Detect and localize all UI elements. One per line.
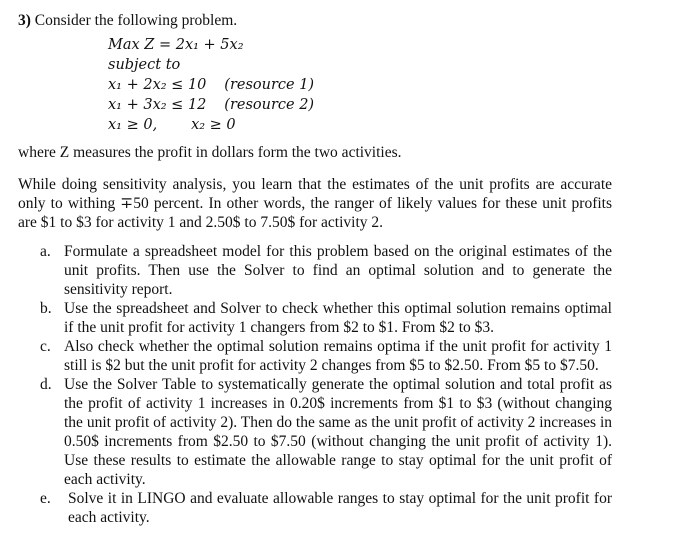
list-item bbox=[40, 242, 612, 299]
list-item-label: e. bbox=[40, 490, 51, 507]
list-item-text: Use the spreadsheet and Solver to check whether this optimal solution remains optimal if the unit profit for activity 1 changers from $2 to $1. From $2 to $3. bbox=[64, 300, 612, 336]
list-item-label: d. bbox=[40, 376, 52, 393]
list-item-text: Use the Solver Table to systematically generate the optimal solution and total profit as the profit of activity 1 increases in 0.20$ increments from $1 to $3 (without changing the unit profit of activity 2). Then do the same as the unit profit of activity 2 increases in 0.50$ increments from $2.50 to $7.50 (without changing the unit profit of activity 1). Use these results to estimate the allowable range to stay optimal for the unit profit of each activity. bbox=[64, 376, 612, 488]
list-item bbox=[40, 489, 612, 527]
constraint-2: x₁ + 3x₂ ≤ 12 bbox=[108, 97, 207, 113]
task-list bbox=[40, 242, 612, 527]
list-item-text: Also check whether the optimal solution remains optima if the unit profit for activity 1 still is $2 but the unit profit for activity 2 changes from $5 to $2.50. From $5 to $7.50. bbox=[64, 338, 612, 374]
list-item-text: Solve it in LINGO and evaluate allowable ranges to stay optimal for the unit profit for each activity. bbox=[68, 490, 612, 526]
where-paragraph: where Z measures the profit in dollars form the two activities. bbox=[18, 144, 402, 161]
objective-function: Max Z = 2x₁ + 5x₂ bbox=[108, 37, 244, 53]
list-item bbox=[40, 337, 612, 375]
lp-model bbox=[108, 35, 314, 135]
nonnegativity-x1: x₁ ≥ 0, bbox=[108, 117, 158, 133]
question-intro: Consider the following problem. bbox=[34, 12, 238, 29]
nonnegativity-x2: x₂ ≥ 0 bbox=[191, 117, 236, 133]
list-item bbox=[40, 299, 612, 337]
subject-to-label: subject to bbox=[108, 57, 181, 73]
list-item-label: a. bbox=[40, 243, 51, 260]
sensitivity-paragraph: While doing sensitivity analysis, you learn that the estimates of the unit profits are accurate only to withing ∓50 percent. In other words, the ranger of likely values for these unit profits are $1 to $3 for activity 1 and 2.50$ to 7.50$ for activity 2. bbox=[18, 176, 612, 231]
question-number: 3) bbox=[18, 12, 31, 29]
list-item-label: b. bbox=[40, 300, 52, 317]
constraint-2-tag: (resource 2) bbox=[224, 97, 315, 113]
list-item-text: Formulate a spreadsheet model for this problem based on the original estimates of the unit profits. Then use the Solver to find an optimal solution and to generate the sensitivity report. bbox=[64, 243, 612, 298]
list-item-label: c. bbox=[40, 338, 51, 355]
constraint-1: x₁ + 2x₂ ≤ 10 bbox=[108, 77, 207, 93]
list-item bbox=[40, 375, 612, 489]
question-header bbox=[18, 12, 237, 30]
constraint-1-tag: (resource 1) bbox=[224, 77, 315, 93]
